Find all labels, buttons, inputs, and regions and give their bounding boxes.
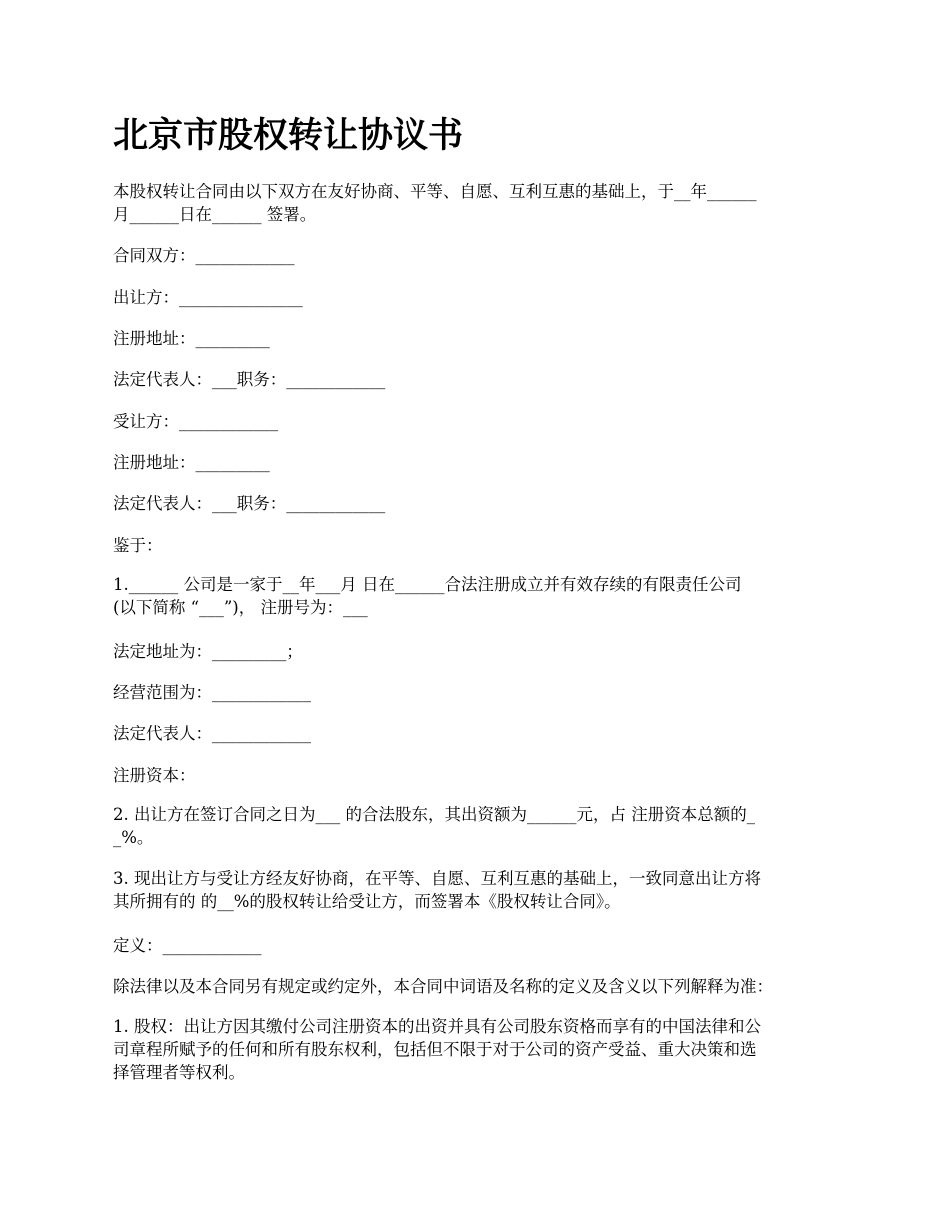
transferee-representative: 法定代表人：___职务：____________ xyxy=(113,494,386,513)
definition-1-line-3: 择管理者等权利。 xyxy=(113,1063,245,1082)
contract-parties: 合同双方：____________ xyxy=(113,246,295,265)
whereas-heading: 鉴于： xyxy=(113,536,163,555)
definition-1-line-2: 司章程所赋予的任何和所有股东权利，包括但不限于对于公司的资产受益、重大决策和选 xyxy=(113,1040,757,1059)
clause-1-line-2: (以下简称 “___”)， 注册号为：___ xyxy=(113,598,368,617)
definitions-intro: 除法律以及本合同另有规定或约定外，本合同中词语及名称的定义及含义以下列解释为准： xyxy=(113,977,773,996)
intro-paragraph xyxy=(113,180,843,226)
legal-representative: 法定代表人：____________ xyxy=(113,724,311,743)
registered-capital: 注册资本： xyxy=(113,766,196,785)
clause-1 xyxy=(113,573,843,619)
intro-line-1: 本股权转让合同由以下双方在友好协商、平等、自愿、互利互惠的基础上，于__年______ xyxy=(113,182,757,201)
transferor: 出让方：_______________ xyxy=(113,288,303,307)
definitions-heading: 定义：____________ xyxy=(113,936,262,955)
clause-2-line-1: 2. 出让方在签订合同之日为___ 的合法股东，其出资额为______元，占 注册资本总额的_ xyxy=(113,805,755,824)
transferor-address: 注册地址：_________ xyxy=(113,329,270,348)
definition-1-line-1: 1. 股权：出让方因其缴付公司注册资本的出资并具有公司股东资格而享有的中国法律和公 xyxy=(113,1017,761,1036)
clause-2 xyxy=(113,803,843,849)
clause-1-line-1: 1.______ 公司是一家于__年___月 日在______合法注册成立并有效存续的有限责任公司 xyxy=(113,575,742,594)
clause-2-line-2: _%。 xyxy=(113,828,154,847)
intro-line-2: 月______日在______ 签署。 xyxy=(113,205,317,224)
transferee-address: 注册地址：_________ xyxy=(113,453,270,472)
legal-address: 法定地址为：_________； xyxy=(113,642,303,661)
clause-3 xyxy=(113,867,843,913)
definition-1 xyxy=(113,1015,843,1084)
clause-3-line-2: 其所拥有的 的__%的股权转让给受让方，而签署本《股权转让合同》。 xyxy=(113,892,621,911)
business-scope: 经营范围为：____________ xyxy=(113,683,311,702)
transferor-representative: 法定代表人：___职务：____________ xyxy=(113,370,386,389)
clause-3-line-1: 3. 现出让方与受让方经友好协商，在平等、自愿、互利互惠的基础上，一致同意出让方将 xyxy=(113,869,761,888)
transferee: 受让方：____________ xyxy=(113,412,278,431)
document-title: 北京市股权转让协议书 xyxy=(113,116,464,156)
